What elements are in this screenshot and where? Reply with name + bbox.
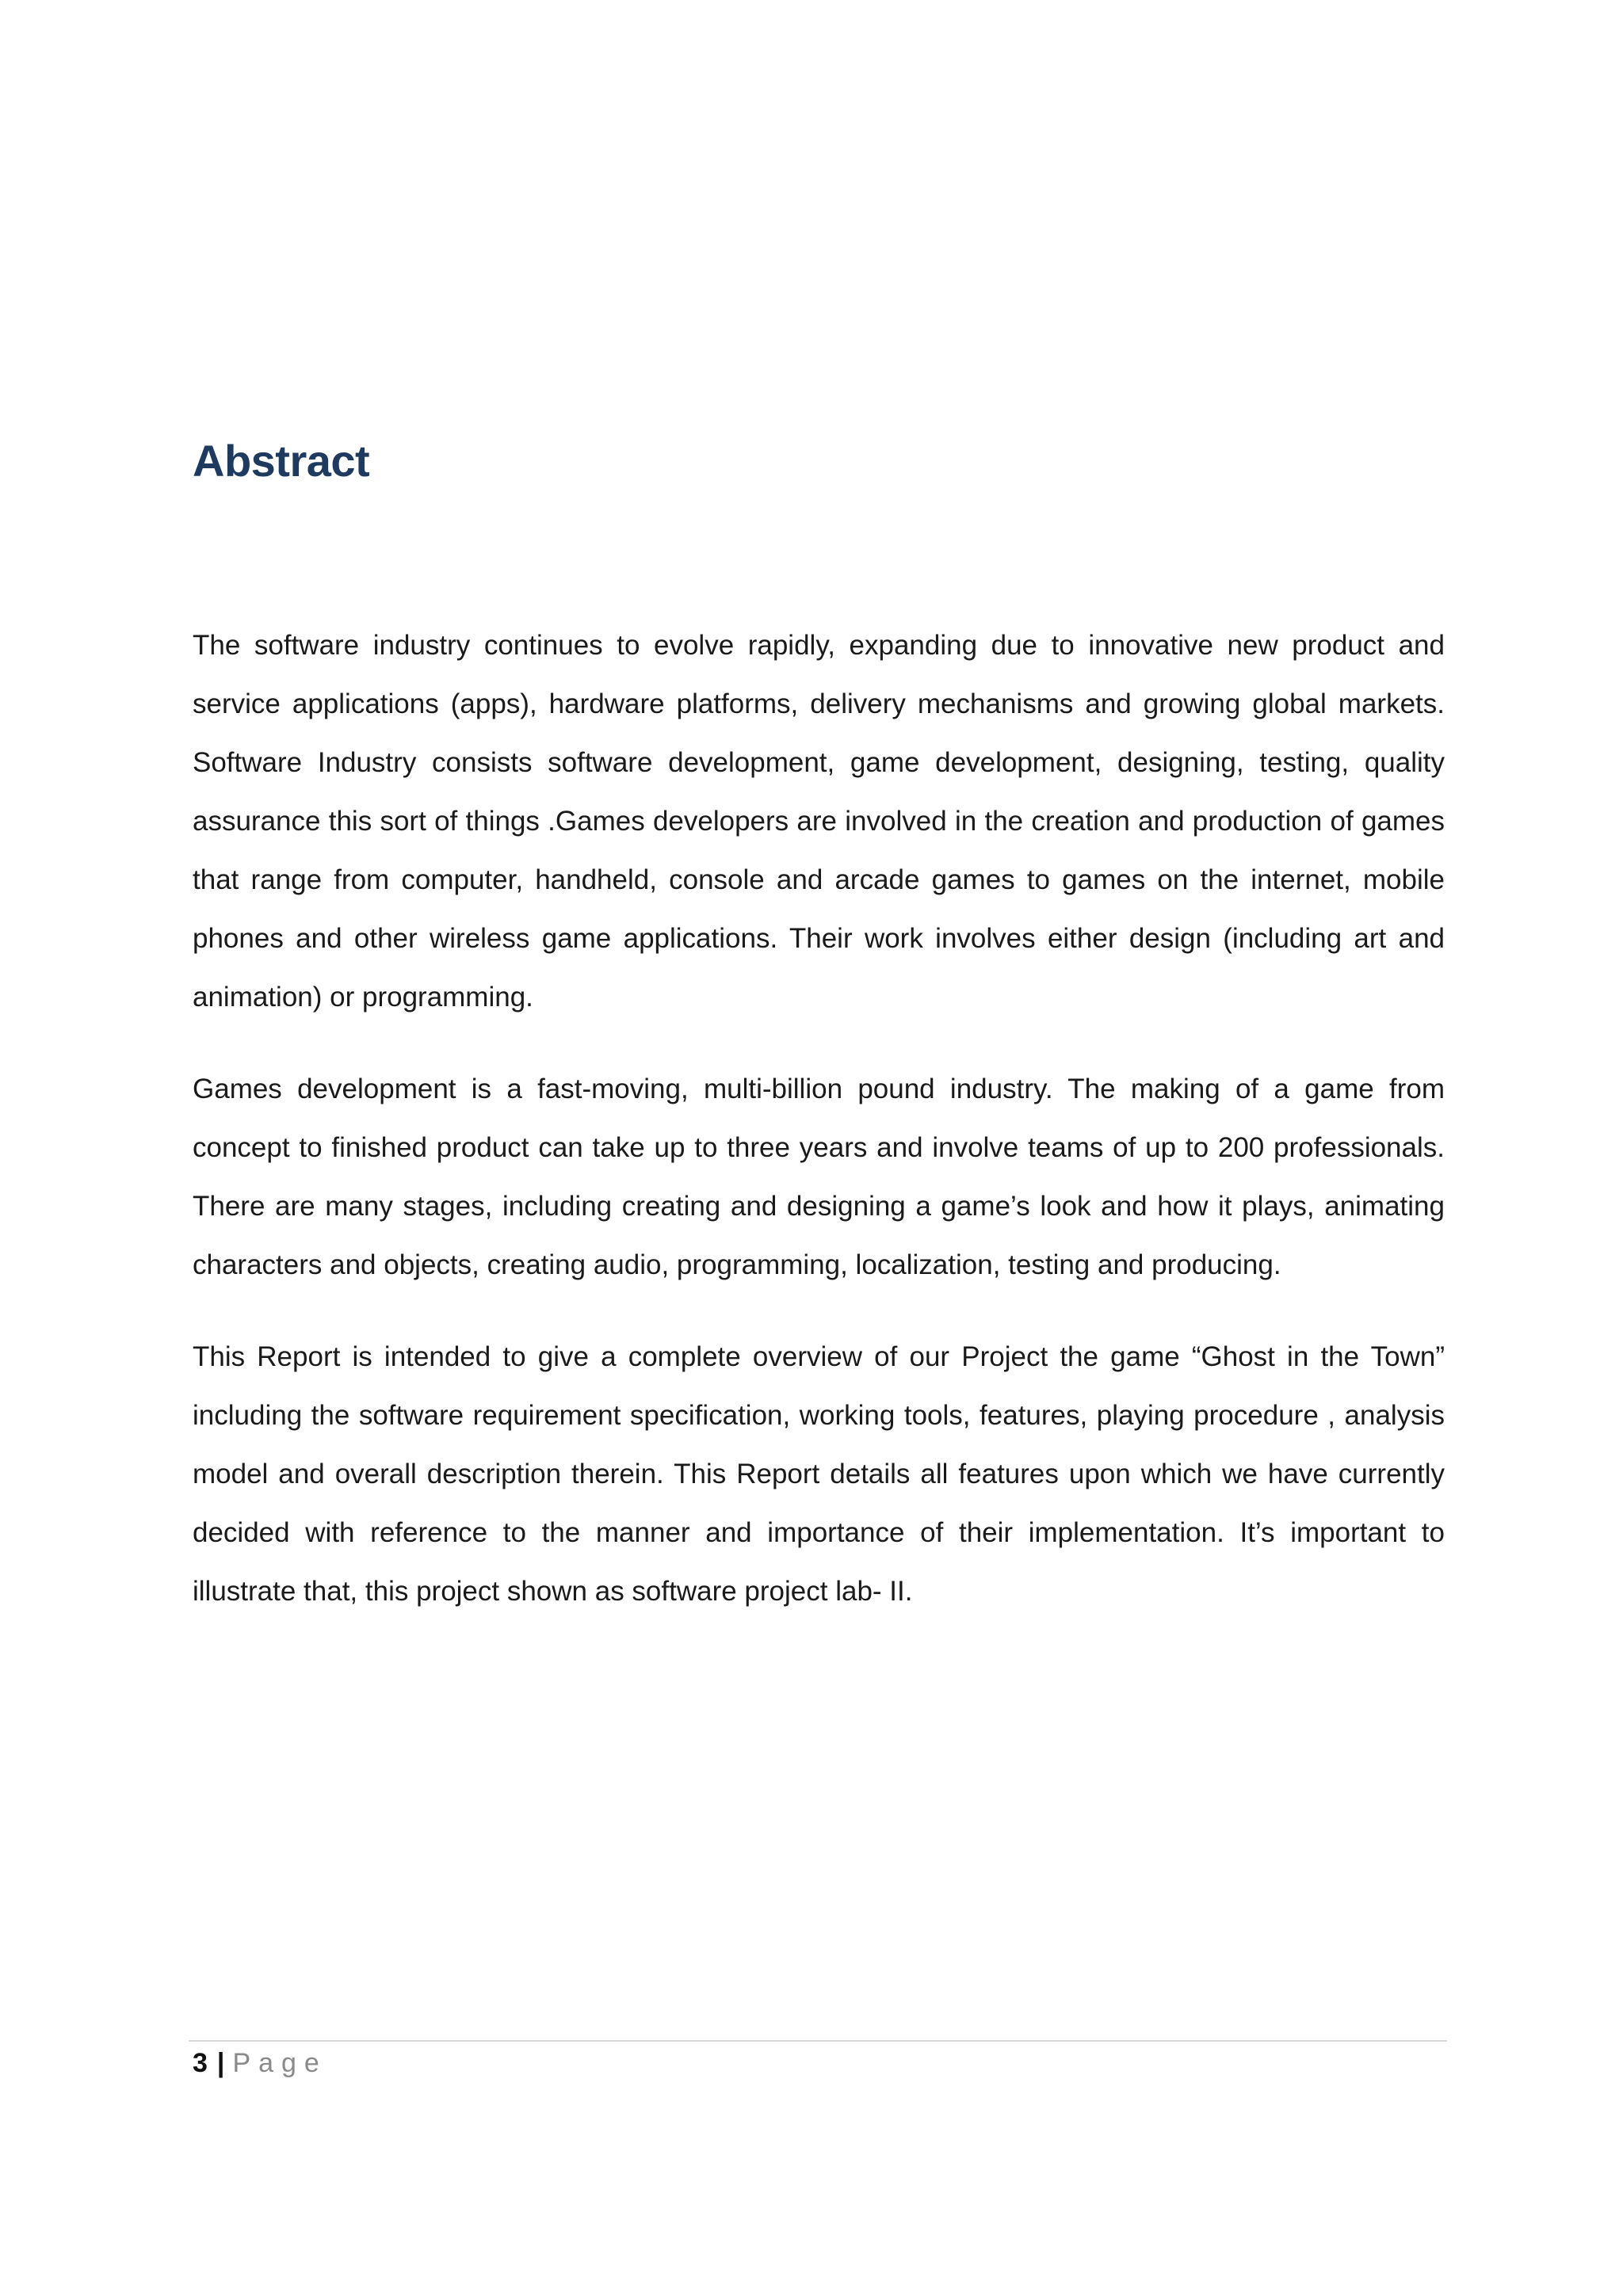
paragraph-3: This Report is intended to give a complete overview of our Project the game “Ghost in the Town” including the software requirement specification, working tools, features, playing procedure , analysis model and overall description therein. This Report details all features upon which we have currently decided with reference to the manner and importance of their implementation. It’s important to illustrate that, this project shown as software project lab- II. [193,1341,1445,1607]
page-number: 3 [193,2048,208,2078]
page-label: Page [232,2048,327,2078]
paragraph-1: The software industry continues to evolve rapidly, expanding due to innovative new product and service applications (apps), hardware platforms, delivery mechanisms and growing global markets. Software Industry consists software development, game development, designing, testing, quality assurance this sort of things .Games developers are involved in the creation and production of games that range from computer, handheld, console and arcade games to games on the internet, mobile phones and other wireless game applications. Their work involves either design (including art and animation) or programming. [193,630,1445,1013]
footer-divider [189,2040,1447,2042]
page-title: Abstract [193,436,370,486]
abstract-body [193,616,1445,1654]
paragraph-2: Games development is a fast-moving, multi-billion pound industry. The making of a game from concept to finished product can take up to three years and involve teams of up to 200 professionals. There are many stages, including creating and designing a game’s look and how it plays, animating characters and objects, creating audio, programming, localization, testing and producing. [193,1074,1445,1280]
footer-separator: | [216,2048,225,2078]
page-footer [193,2044,327,2082]
